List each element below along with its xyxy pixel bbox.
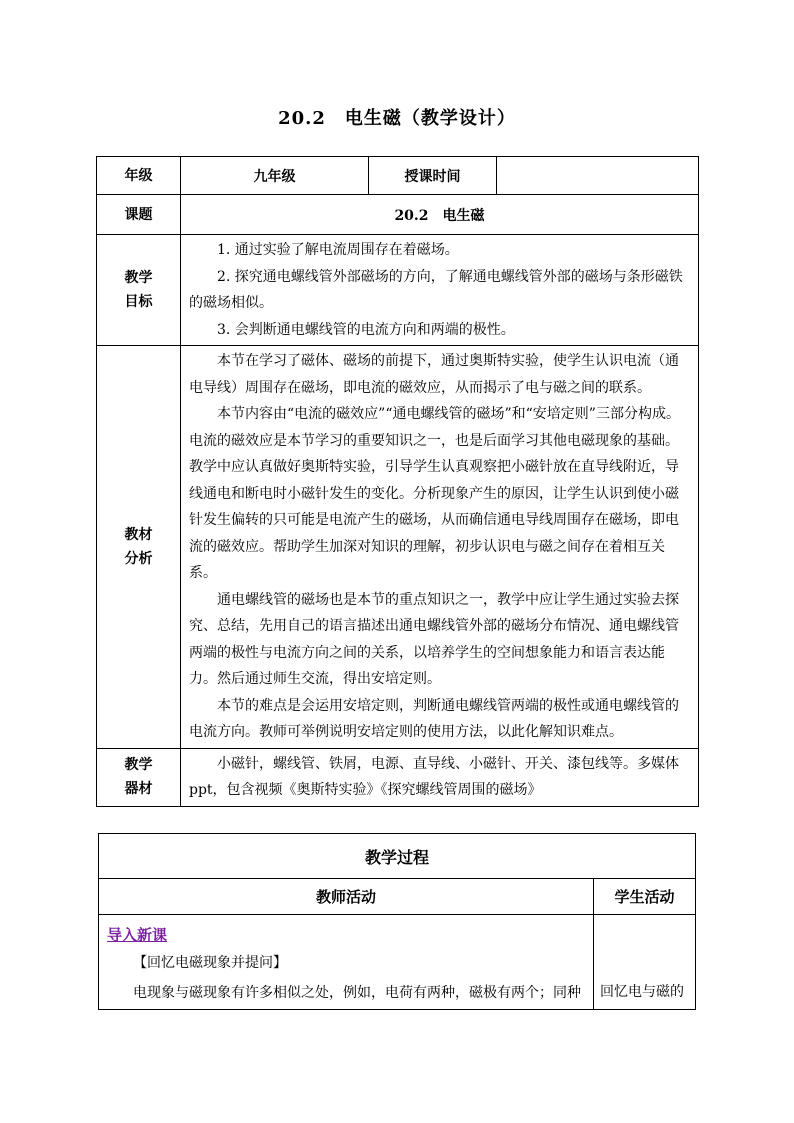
process-header-row xyxy=(99,879,696,915)
goal-item: 3. 会判断通电螺线管的电流方向和两端的极性。 xyxy=(217,321,515,338)
student-activity-cell xyxy=(594,915,696,1010)
goals-label: 教学 目标 xyxy=(97,235,181,346)
analysis-cell xyxy=(181,346,699,749)
time-value xyxy=(497,157,699,195)
goal-item: 2. 探究通电螺线管外部磁场的方向，了解通电螺线管外部的磁场与条形磁铁的磁场相似。 xyxy=(189,268,683,311)
grade-value: 九年级 xyxy=(181,157,369,195)
teacher-activity-cell xyxy=(99,915,594,1010)
topic-label: 课题 xyxy=(97,195,181,235)
topic-row xyxy=(97,195,699,235)
teacher-activity-header: 教师活动 xyxy=(99,879,594,915)
process-title-row xyxy=(99,834,696,879)
teaching-process-table xyxy=(98,833,696,1010)
analysis-paragraph: 本节的难点是会运用安培定则，判断通电螺线管两端的极性或通电螺线管的电流方向。教师可举例说明安培定则的使用方法，以此化解知识难点。 xyxy=(189,697,679,740)
goal-item: 1. 通过实验了解电流周围存在着磁场。 xyxy=(217,242,459,258)
analysis-paragraph: 通电螺线管的磁场也是本节的重点知识之一，教学中应让学生通过实验去探究、总结，先用自己的语言描述出通电螺线管外部的磁场分布情况、通电螺线管两端的极性与电流方向之间的关系，以培养学生的空间想象能力和语言表达能力。然后通过师生交流，得出安培定则。 xyxy=(189,591,679,687)
analysis-paragraph: 本节内容由“电流的磁效应”“通电螺线管的磁场”和“安培定则”三部分构成。电流的磁效应是本节学习的重要知识之一，也是后面学习其他电磁现象的基础。教学中应认真做好奥斯特实验，引导学生认真观察把小磁针放在直导线附近，导线通电和断电时小磁针发生的变化。分析现象产生的原因，让学生认识到使小磁针发生偏转的只可能是电流产生的磁场，从而确信通电导线周围存在磁场，即电流的磁效应。帮助学生加深对知识的理解，初步认识电与磁之间存在着相互关系。 xyxy=(189,406,680,581)
time-label: 授课时间 xyxy=(369,157,497,195)
topic-value: 20.2 电生磁 xyxy=(181,195,699,235)
intro-section-link[interactable]: 导入新课 xyxy=(107,926,168,944)
student-activity-header: 学生活动 xyxy=(594,879,696,915)
grade-row xyxy=(97,157,699,195)
analysis-row xyxy=(97,346,699,749)
goals-cell xyxy=(181,235,699,346)
goals-row xyxy=(97,235,699,346)
grade-label: 年级 xyxy=(97,157,181,195)
lesson-info-table xyxy=(96,156,699,807)
equipment-text: 小磁针，螺线管、铁屑，电源、直导线、小磁针、开关、漆包线等。多媒体ppt，包含视频《奥斯特实验》《探究螺线管周围的磁场》 xyxy=(189,755,679,798)
recall-subheading: 【回忆电磁现象并提问】 xyxy=(133,955,287,971)
process-title: 教学过程 xyxy=(99,834,696,879)
document-title: 20.2 电生磁（教学设计） xyxy=(278,108,516,129)
process-content-row xyxy=(99,915,696,1010)
equipment-label: 教学 器材 xyxy=(97,748,181,806)
equipment-row xyxy=(97,748,699,806)
teacher-activity-text: 电现象与磁现象有许多相似之处，例如，电荷有两种，磁极有两个；同种 xyxy=(133,985,581,1001)
student-activity-text: 回忆电与磁的 xyxy=(600,984,684,1000)
analysis-label: 教材 分析 xyxy=(97,346,181,749)
analysis-paragraph: 本节在学习了磁体、磁场的前提下，通过奥斯特实验，使学生认识电流（通电导线）周围存在磁场，即电流的磁效应，从而揭示了电与磁之间的联系。 xyxy=(189,353,679,396)
equipment-cell xyxy=(181,748,699,806)
